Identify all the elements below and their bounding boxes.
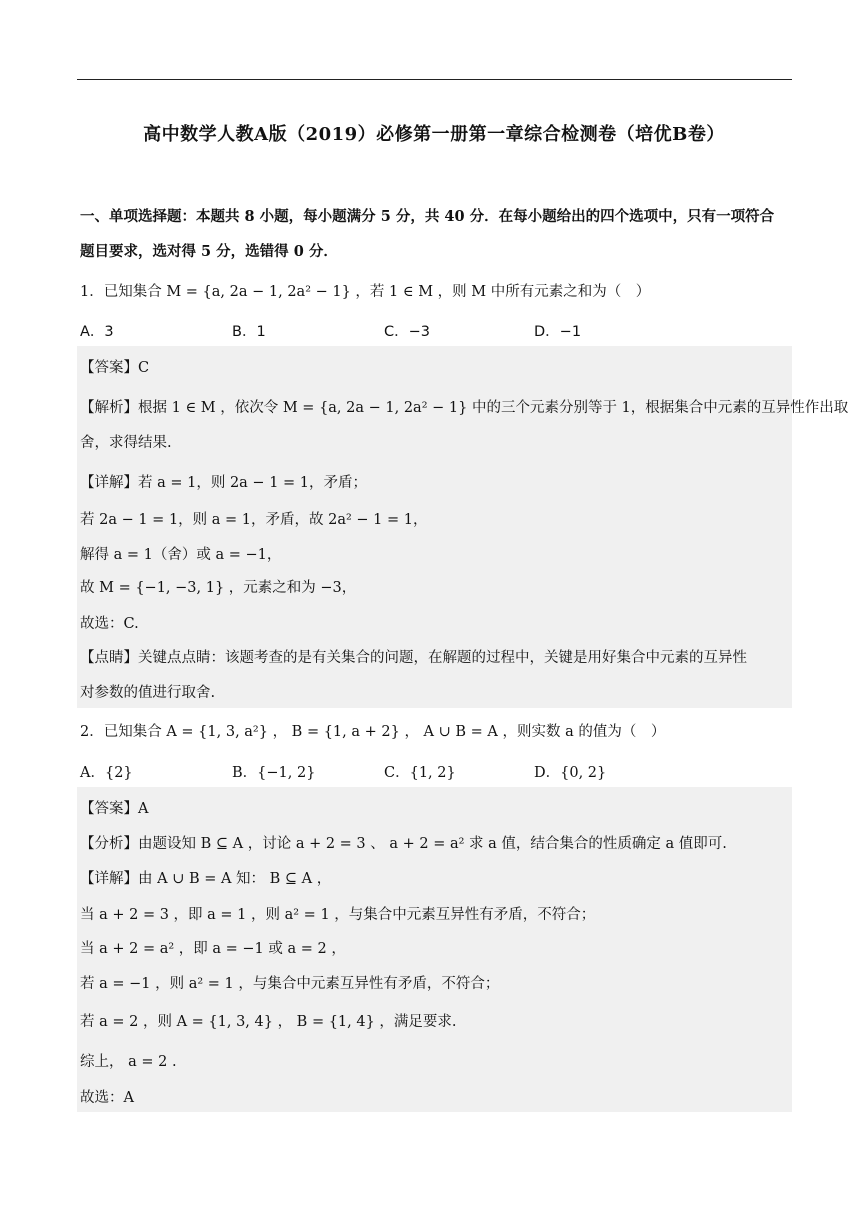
question-1-option-c: C．−3	[384, 324, 430, 340]
question-1-option-b: B．1	[232, 324, 266, 340]
question-2-detail-line: 若 a = 2 ，则 A = {1, 3, 4} ， B = {1, 4} ，满足要求.	[80, 1014, 457, 1030]
question-1-detail-line: 故 M = {−1, −3, 1} ，元素之和为 −3，	[80, 580, 357, 596]
question-2-option-d: D．{0, 2}	[534, 765, 607, 781]
question-1-option-a: A．3	[80, 324, 114, 340]
question-2-detail-line: 若 a = −1 ，则 a² = 1 ，与集合中元素互异性有矛盾，不符合；	[80, 976, 500, 992]
question-1-detail-line: 【详解】若 a = 1，则 2a − 1 = 1，矛盾；	[80, 475, 368, 491]
question-2-detail-line: 当 a + 2 = 3 ，即 a = 1 ，则 a² = 1 ，与集合中元素互异性有矛盾，不符合；	[80, 907, 596, 923]
question-2-analysis: 【分析】由题设知 B ⊆ A ，讨论 a + 2 = 3 、 a + 2 = a² 求 a 值，结合集合的性质确定 a 值即可.	[80, 836, 727, 852]
question-2-option-b: B．{−1, 2}	[232, 765, 316, 781]
question-1-detail-line: 解得 a = 1（舍）或 a = −1，	[80, 547, 282, 563]
question-1-analysis-line1: 【解析】根据 1 ∈ M ，依次令 M = {a, 2a − 1, 2a² − 1} 中的三个元素分别等于 1，根据集合中元素的互异性作出取	[80, 400, 849, 416]
question-2-option-c: C．{1, 2}	[384, 765, 456, 781]
question-1-comment-line1: 【点睛】关键点点睛：该题考查的是有关集合的问题，在解题的过程中，关键是用好集合中元素的互异性	[80, 650, 747, 666]
question-1-comment-line2: 对参数的值进行取舍.	[80, 685, 216, 701]
question-1-analysis-line2: 舍，求得结果.	[80, 435, 172, 451]
question-1-stem: 1．已知集合 M = {a, 2a − 1, 2a² − 1} ，若 1 ∈ M ，则 M 中所有元素之和为（ ）	[80, 284, 651, 300]
question-1-detail-line: 若 2a − 1 = 1，则 a = 1，矛盾，故 2a² − 1 = 1，	[80, 512, 428, 528]
header-rule	[77, 79, 792, 80]
question-2-detail-line: 故选：A	[80, 1090, 134, 1106]
document-title: 高中数学人教A版（2019）必修第一册第一章综合检测卷（培优B卷）	[143, 124, 725, 145]
question-1-answer: 【答案】C	[80, 360, 150, 376]
question-2-detail-line: 综上， a = 2 .	[80, 1054, 177, 1070]
question-2-answer: 【答案】A	[80, 801, 149, 817]
section-heading-line2: 题目要求，选对得 5 分，选错得 0 分．	[80, 243, 338, 260]
question-1-option-d: D．−1	[534, 324, 582, 340]
question-2-detail-line: 当 a + 2 = a² ，即 a = −1 或 a = 2 ，	[80, 941, 346, 957]
question-1-detail-line: 故选：C.	[80, 616, 139, 632]
question-2-stem: 2．已知集合 A = {1, 3, a²} ， B = {1, a + 2} ， A ∪ B = A ，则实数 a 的值为（ ）	[80, 724, 666, 740]
section-heading-line1: 一、单项选择题：本题共 8 小题，每小题满分 5 分，共 40 分．在每小题给出的四个选项中，只有一项符合	[80, 208, 775, 225]
question-2-option-a: A．{2}	[80, 765, 133, 781]
question-2-detail-line: 【详解】由 A ∪ B = A 知： B ⊆ A ，	[80, 871, 332, 887]
